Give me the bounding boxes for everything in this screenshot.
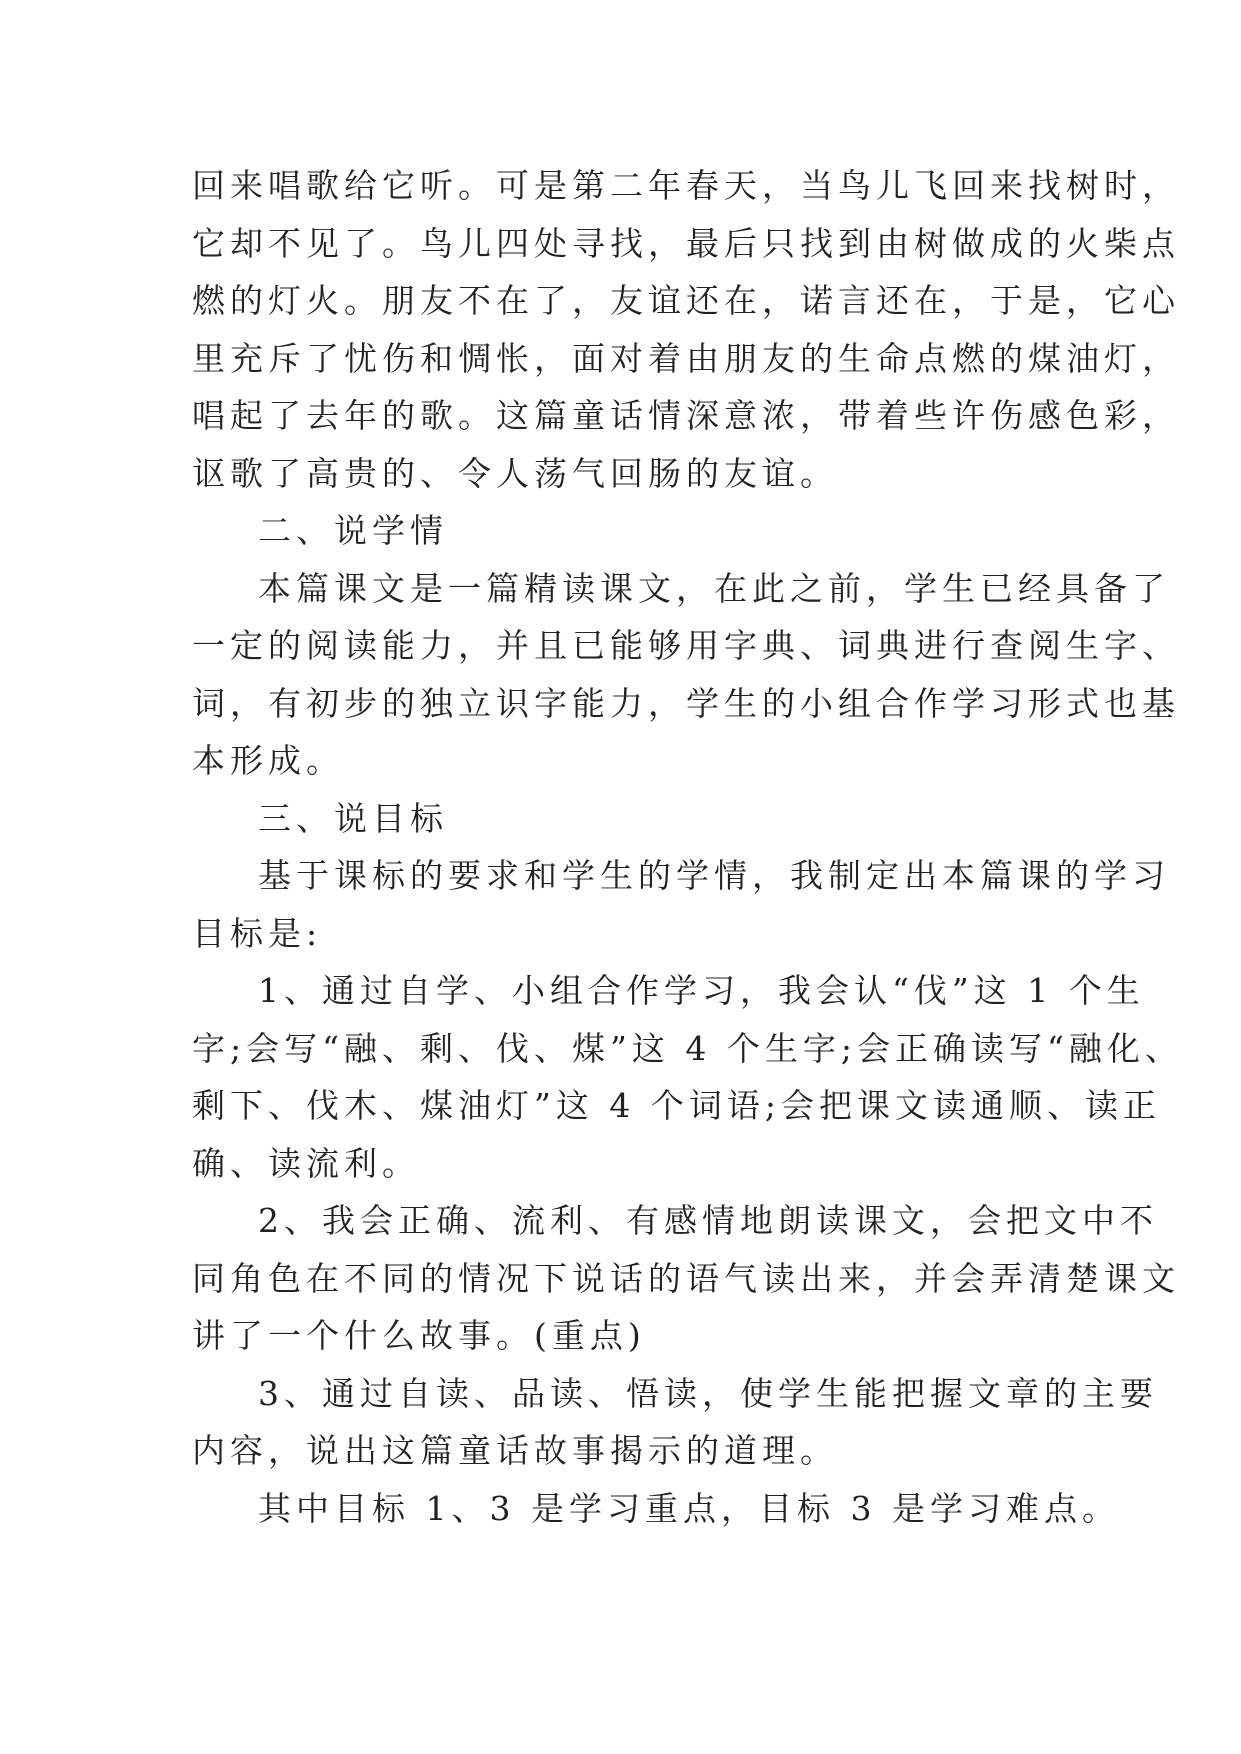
body-line: 剩下、伐木、煤油灯”这 4 个词语;会把课文读通顺、读正 bbox=[192, 1086, 1161, 1125]
body-line: 燃的灯火。朋友不在了，友谊还在，诺言还在，于是，它心 bbox=[192, 281, 1180, 320]
body-line: 一定的阅读能力，并且已能够用字典、词典进行查阅生字、 bbox=[192, 626, 1180, 665]
summary-line: 其中目标 1、3 是学习重点，目标 3 是学习难点。 bbox=[258, 1488, 1120, 1528]
objective-3-line: 3、通过自读、品读、悟读，使学生能把握文章的主要 bbox=[258, 1373, 1158, 1413]
body-line: 目标是: bbox=[192, 913, 323, 953]
body-line: 本形成。 bbox=[192, 741, 344, 780]
objective-2-line: 2、我会正确、流利、有感情地朗读课文，会把文中不 bbox=[258, 1201, 1158, 1240]
body-line: 唱起了去年的歌。这篇童话情深意浓，带着些许伤感色彩， bbox=[192, 396, 1180, 435]
body-line: 回来唱歌给它听。可是第二年春天，当鸟儿飞回来找树时， bbox=[192, 166, 1180, 205]
body-line: 字;会写“融、剩、伐、煤”这 4 个生字;会正确读写“融化、 bbox=[192, 1028, 1183, 1068]
body-line: 讲了一个什么故事。(重点) bbox=[192, 1316, 646, 1355]
body-line: 讴歌了高贵的、令人荡气回肠的友谊。 bbox=[192, 453, 838, 493]
paragraph-first-line: 基于课标的要求和学生的学情，我制定出本篇课的学习 bbox=[258, 856, 1170, 895]
body-line: 它却不见了。鸟儿四处寻找，最后只找到由树做成的火柴点 bbox=[192, 223, 1180, 263]
body-line: 内容，说出这篇童话故事揭示的道理。 bbox=[192, 1431, 838, 1470]
body-line: 同角色在不同的情况下说话的语气读出来，并会弄清楚课文 bbox=[192, 1258, 1180, 1298]
body-line: 确、读流利。 bbox=[192, 1143, 420, 1183]
section-heading-student-situation: 二、说学情 bbox=[258, 511, 448, 550]
document-body bbox=[192, 157, 1183, 1537]
section-heading-objectives: 三、说目标 bbox=[258, 798, 448, 838]
body-line: 词，有初步的独立识字能力，学生的小组合作学习形式也基 bbox=[192, 683, 1180, 723]
objective-1-line: 1、通过自学、小组合作学习，我会认“伐”这 1 个生 bbox=[258, 971, 1145, 1010]
paragraph-first-line: 本篇课文是一篇精读课文，在此之前，学生已经具备了 bbox=[258, 568, 1170, 608]
body-line: 里充斥了忧伤和惆怅，面对着由朋友的生命点燃的煤油灯， bbox=[192, 338, 1180, 378]
